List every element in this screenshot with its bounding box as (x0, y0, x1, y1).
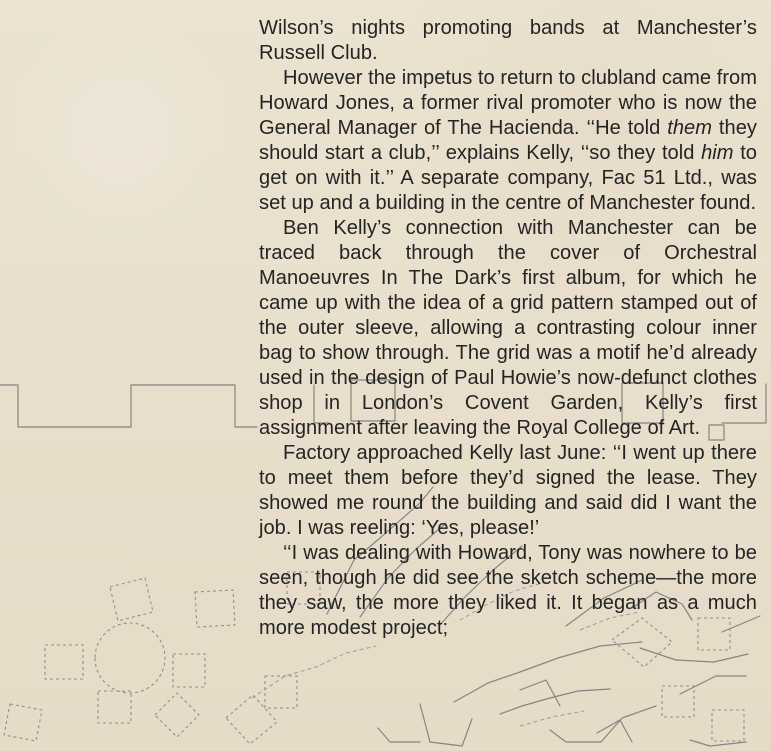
article-text (259, 16, 757, 641)
paragraph-4: Factory approached Kelly last June: ‘‘I went up there to meet them before they’d signed the lease. They showed me round the building and said did I want the job. I was reeling: ‘Yes, please!’ (259, 442, 757, 539)
floor-plan-line-art-8 (378, 728, 420, 742)
floor-plan-line-art-7 (520, 680, 560, 706)
paragraph-3: Ben Kelly’s connection with Manchester can be traced back through the cover of Orchestral Manoeuvres In The Dark’s first album, for which he came up with the idea of a grid pattern stamped out of the outer sleeve, allowing a contrasting colour inner bag to show through. The grid was a motif he’d already used in the design of Paul Howie’s now-defunct clothes shop in London’s Covent Garden, Kelly’s first assignment after leaving the Royal College of Art. (259, 217, 757, 439)
dotted-square-left-low (4, 704, 42, 741)
dotted-square-left-right (195, 590, 235, 627)
floor-plan-line-art-9 (690, 740, 746, 746)
dotted-square-lower-right (662, 686, 694, 717)
floor-plan-line-art-3 (680, 676, 746, 694)
paragraph-2-part-1: However the impetus to return to clubland came from Howard Jones, a former rival promoter who is now the General Manager of The Hacienda. ‘‘He told (259, 67, 757, 139)
paragraph-5: ‘‘I was dealing with Howard, Tony was nowhere to be seen, though he did see the sketch scheme—the more they saw, the more they liked it. It began as a much more modest project; (259, 542, 757, 639)
floor-plan-line-art-2 (550, 706, 656, 742)
paragraph-2 (259, 66, 757, 216)
dotted-circle-left (95, 623, 165, 693)
dotted-diamond-left (155, 693, 199, 737)
dotted-square-center-left (173, 654, 205, 687)
paragraph-1: Wilson’s nights promoting bands at Manchester’s Russell Club. (259, 17, 757, 64)
dotted-square-bottom-right (712, 710, 744, 741)
floor-plan-line-art-5 (640, 648, 748, 662)
dotted-diamond-mid (226, 695, 277, 744)
dotted-square-center-low (98, 691, 131, 723)
diagonal-line-art-5 (454, 642, 642, 702)
dotted-square-left-top (110, 578, 153, 621)
floor-plan-line-art (420, 704, 472, 746)
paragraph-2-emphasis-2: him (701, 142, 734, 164)
dotted-line-left (252, 646, 376, 698)
dotted-square-left-mid (45, 645, 83, 679)
paragraph-2-part-2: they should start a club,’’ explains Kelly, ‘‘so they told (259, 117, 757, 164)
dotted-line-bottom (520, 711, 584, 726)
dotted-square-mid-low (265, 676, 297, 708)
horizontal-line-art (0, 385, 257, 427)
diagonal-line-art-6 (500, 689, 610, 714)
paragraph-2-part-3: to get on with it.’’ A separate company, Fac 51 Ltd., was set up and a building in the centre of Manchester found. (259, 142, 757, 214)
floor-plan-line-art-10 (597, 720, 632, 742)
paragraph-2-emphasis-1: them (667, 117, 712, 139)
